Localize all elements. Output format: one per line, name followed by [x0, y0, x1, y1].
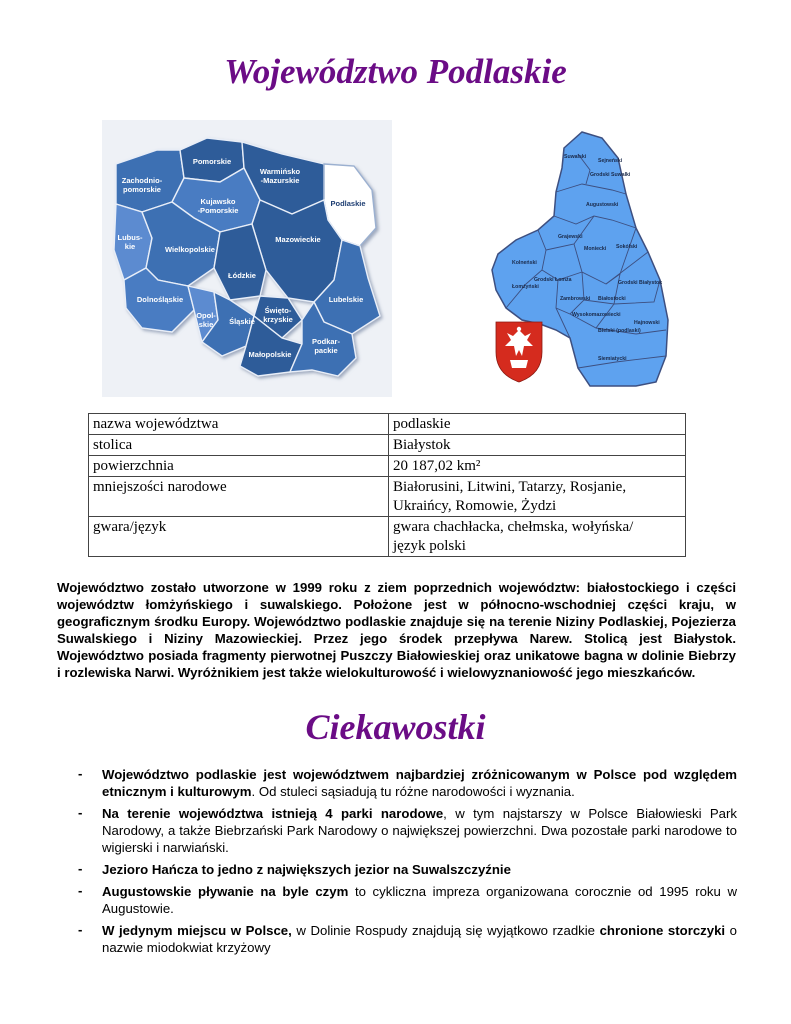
- table-cell-key: nazwa województwa: [89, 414, 389, 435]
- fact-text: to cykliczna impreza organizowana corocznie od 1995 roku w Augustowie.: [102, 884, 737, 916]
- table-cell-value: [389, 517, 686, 557]
- list-item: [57, 766, 737, 800]
- table-cell-line: gwara chachłacka, chełmska, wołyńska/: [393, 519, 634, 535]
- fact-bold: Augustowskie pływanie na byle czym: [102, 884, 349, 899]
- fact-bold: Jezioro Hańcza to jedno z największych jezior na Suwalszczyźnie: [102, 862, 511, 877]
- label-wielkopolskie: Wielkopolskie: [165, 245, 215, 254]
- label-lodzkie: Łódzkie: [228, 271, 256, 280]
- fact-text: o nazwie miodokwiat krzyżowy: [102, 923, 737, 955]
- label-lubelskie: Lubelskie: [328, 295, 364, 304]
- label-opolskie-2: skie: [198, 320, 214, 329]
- list-item: [57, 861, 737, 878]
- label-kujawsko-1: Kujawsko: [200, 197, 236, 206]
- table-cell-key: stolica: [89, 435, 389, 456]
- label-podlaskie: Podlaskie: [330, 199, 366, 208]
- label-lubuskie-1: Lubus-: [117, 233, 143, 242]
- poland-map: [102, 120, 392, 397]
- table-cell-key: mniejszości narodowe: [89, 477, 389, 517]
- county-bialostocki: Białostocki: [598, 296, 626, 302]
- county-augustowski: Augustowski: [586, 202, 619, 208]
- table-cell-line: Białorusini, Litwini, Tatarzy, Rosjanie,: [393, 479, 627, 495]
- label-dolnoslaskie: Dolnośląskie: [136, 295, 184, 304]
- county-wysokomazowiecki: Wysokomazowiecki: [572, 312, 621, 318]
- label-zachodniopomorskie-2: pomorskie: [123, 185, 161, 194]
- label-pomorskie: Pomorskie: [192, 157, 232, 166]
- fact-text: . Od stuleci sąsiadują tu różne narodowości i wyznania.: [251, 784, 575, 799]
- fact-bold: chronione storczyki: [599, 923, 726, 938]
- table-cell-value: Białystok: [389, 435, 686, 456]
- county-zambrowski: Zambrowski: [560, 296, 591, 302]
- page-title: Województwo Podlaskie: [224, 52, 567, 91]
- table-cell-line: język polski: [393, 538, 466, 554]
- label-kujawsko-2: -Pomorskie: [197, 206, 239, 215]
- fact-text: , w tym najstarszy w Polsce Białowieski Park Narodowy, a także Biebrzański Park Narodowy o największej powierzchni. Dwa pozostałe parki narodowe to wigierski i narwiański.: [102, 806, 737, 855]
- county-sejnenski: Sejneński: [598, 158, 623, 164]
- county-kolnenski: Kolneński: [512, 260, 537, 266]
- county-grajewski: Grajewski: [558, 234, 583, 240]
- county-grodski-suwalki: Grodski Suwalki: [590, 172, 631, 178]
- table-cell-value: podlaskie: [389, 414, 686, 435]
- county-suwalski: Suwalski: [564, 154, 587, 160]
- table-row: [89, 517, 686, 557]
- county-hajnowski: Hajnowski: [634, 320, 660, 326]
- county-siemiatycki: Siemiatycki: [598, 356, 627, 362]
- section-title: Ciekawostki: [305, 707, 486, 747]
- label-warminsko-1: Warmińsko: [259, 167, 301, 176]
- label-zachodniopomorskie-1: Zachodnio-: [121, 176, 163, 185]
- bullet-dash: -: [78, 861, 83, 876]
- table-row: [89, 477, 686, 517]
- bullet-dash: -: [78, 922, 83, 937]
- label-podkarpackie-2: packie: [314, 346, 338, 355]
- table-cell-line: Ukraińcy, Romowie, Żydzi: [393, 498, 557, 514]
- label-podkarpackie-1: Podkar-: [312, 337, 340, 346]
- label-swietokrzyskie-2: krzyskie: [263, 315, 293, 324]
- poland-map-svg: [102, 120, 392, 397]
- county-grodski-lomza: Grodski Łomża: [534, 277, 572, 283]
- list-item: [57, 805, 737, 856]
- table-row: [89, 435, 686, 456]
- fact-text: w Dolinie Rospudy znajdują się wyjątkowo rzadkie: [291, 923, 600, 938]
- county-grodski-bialystok: Grodski Białystok: [618, 280, 663, 286]
- bullet-dash: -: [78, 805, 83, 820]
- bullet-dash: -: [78, 766, 83, 781]
- label-malopolskie: Małopolskie: [248, 350, 292, 359]
- fact-bold: W jedynym miejscu w Polsce,: [102, 923, 292, 938]
- fact-bold: Województwo podlaskie jest województwem najbardziej zróżnicowanym w Polsce pod względem etnicznym i kulturowym: [102, 767, 737, 799]
- table-cell-key: gwara/język: [89, 517, 389, 557]
- label-slaskie: Śląskie: [229, 317, 255, 326]
- county-lomzynski: Łomżyński: [512, 284, 539, 290]
- facts-list: [57, 766, 737, 961]
- label-opolskie-1: Opol-: [196, 311, 216, 320]
- table-cell-key: powierzchnia: [89, 456, 389, 477]
- county-sokolski: Sokólski: [616, 244, 638, 250]
- info-table: [88, 413, 686, 557]
- county-moniecki: Moniecki: [584, 246, 607, 252]
- coat-of-arms-shield: [496, 322, 542, 382]
- label-swietokrzyskie-1: Święto-: [264, 306, 292, 315]
- fact-bold: Na terenie województwa istnieją 4 parki narodowe: [102, 806, 444, 821]
- description-paragraph: Województwo zostało utworzone w 1999 roku z ziem poprzednich województw: białostockiego i części województw łomżyńskiego i suwalskiego. Położone jest w północno-wschodniej części kraju, w geograficznym środku Europy. Województwo podlaskie znajduje się na terenie Niziny Podlaskiej, Pojezierza Suwalskiego i Niziny Mazowieckiej. Przez jego środek przepływa Narew. Stolicą jest Białystok. Województwo posiada fragmenty pierwotnej Puszczy Białowieskiej oraz unikatowe bagna w dolinie Biebrzy i rozlewiska Narwi. Wyróżnikiem jest także wielokulturowość i wielowyznaniowość jego mieszkańców.: [57, 580, 736, 680]
- podlaskie-map-svg: [486, 124, 686, 398]
- table-cell-value: 20 187,02 km²: [389, 456, 686, 477]
- list-item: [57, 883, 737, 917]
- county-bielski: Bielski (podlaski): [598, 328, 641, 334]
- table-cell-value: [389, 477, 686, 517]
- table-row: [89, 414, 686, 435]
- label-mazowieckie: Mazowieckie: [275, 235, 321, 244]
- podlaskie-county-map: [486, 124, 686, 398]
- bullet-dash: -: [78, 883, 83, 898]
- label-warminsko-2: -Mazurskie: [260, 176, 300, 185]
- label-lubuskie-2: kie: [124, 242, 136, 251]
- table-row: [89, 456, 686, 477]
- list-item: [57, 922, 737, 956]
